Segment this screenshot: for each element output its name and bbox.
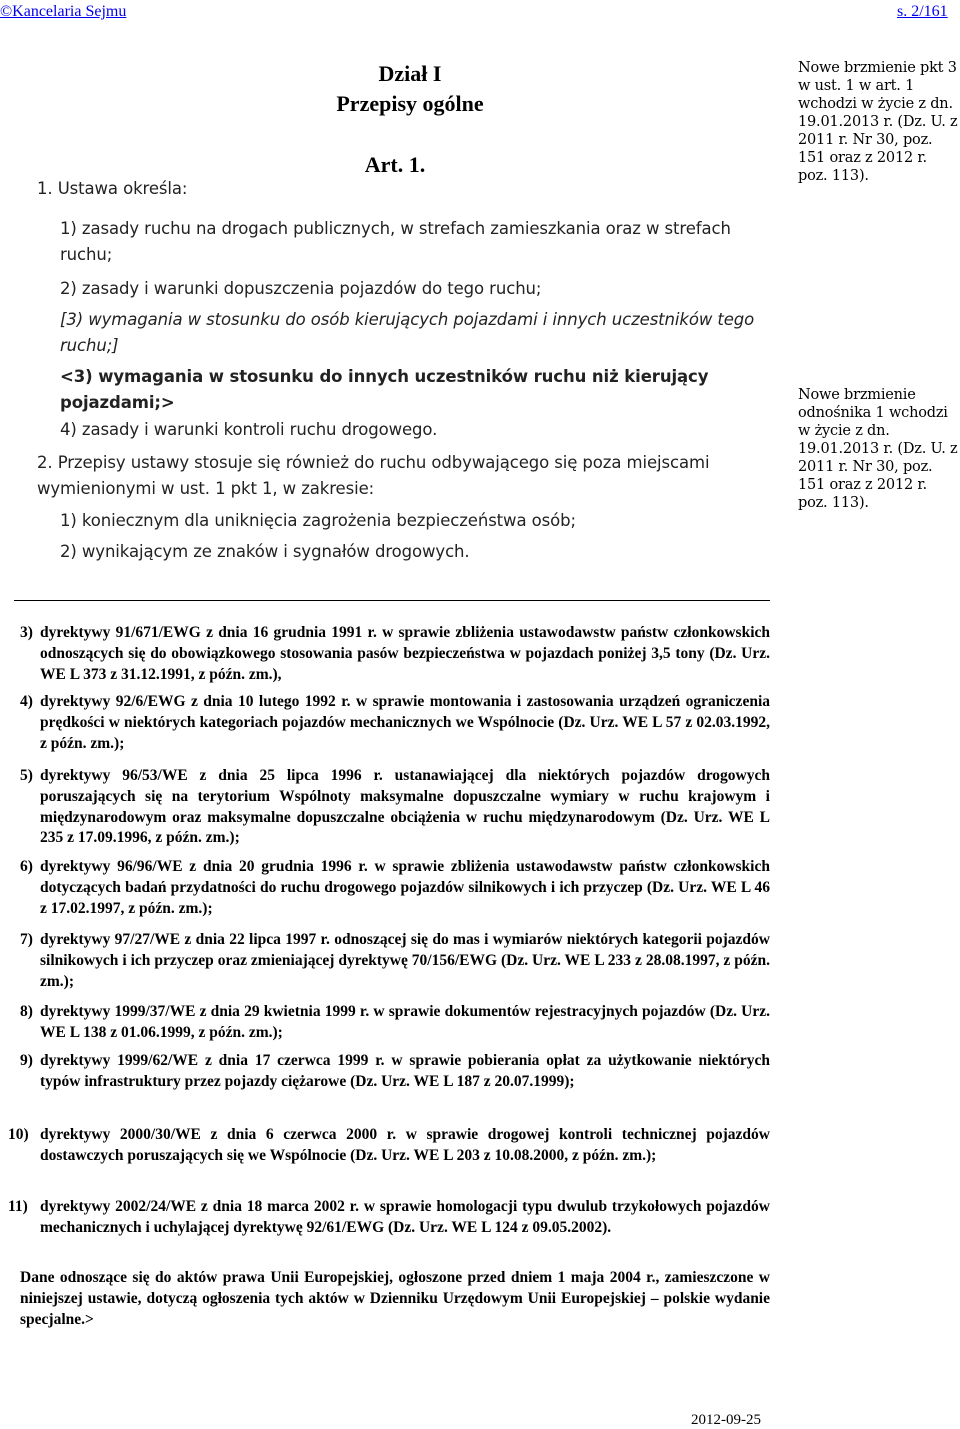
footnote-number: 5) <box>20 767 33 784</box>
footnote-item <box>20 1051 770 1093</box>
footnote-text: dyrektywy 97/27/WE z dnia 22 lipca 1997 r. odnoszącej się do mas i wymiarów niektórych kategorii pojazdów silnikowych i ich przyczep oraz zmieniającej dyrektywę 70/156/EWG (Dz. Urz. WE L 233 z 28.08.1997, z późn. zm.); <box>40 931 770 990</box>
footnote-item <box>8 1125 770 1167</box>
footnote-item <box>20 623 770 685</box>
paragraph-2: 2. Przepisy ustawy stosuje się również do ruchu odbywającego się poza miejscami wymienionymi w ust. 1 pkt 1, w zakresie: <box>37 453 710 498</box>
footnote-text: dyrektywy 96/53/WE z dnia 25 lipca 1996 r. ustanawiającej dla niektórych pojazdów drogowych poruszających się na terytorium Wspólnoty maksymalne dopuszczalne wymiary w ruchu krajowym i międzynarodowym oraz maksymalne dopuszczalne obciążenia w ruchu międzynarodowym (Dz. Urz. WE L 235 z 17.09.1996, z późn. zm.); <box>40 767 770 847</box>
footnote-item <box>20 1002 770 1044</box>
footnote-number: 8) <box>20 1003 33 1020</box>
footnote-text: dyrektywy 96/96/WE z dnia 20 grudnia 1996 r. w sprawie zbliżenia ustawodawstw państw członkowskich dotyczących badań przydatności do ruchu drogowego pojazdów silnikowych i ich przyczep (Dz. Urz. WE L 46 z 17.02.1997, z późn. zm.); <box>40 858 770 917</box>
footnote-separator <box>14 600 770 601</box>
footnote-number: 6) <box>20 858 33 875</box>
footnote-text: dyrektywy 1999/37/WE z dnia 29 kwietnia 1999 r. w sprawie dokumentów rejestracyjnych pojazdów (Dz. Urz. WE L 138 z 01.06.1999, z późn. zm.); <box>40 1003 770 1041</box>
footnote-text: dyrektywy 2002/24/WE z dnia 18 marca 2002 r. w sprawie homologacji typu dwulub trzykołowych pojazdów mechanicznych i uchylającej dyrektywę 92/61/EWG (Dz. Urz. WE L 124 z 09.05.2002). <box>40 1198 770 1236</box>
article-heading: Art. 1. <box>364 152 426 177</box>
item-4: 4) zasady i warunki kontroli ruchu drogowego. <box>60 420 438 439</box>
footer-date: 2012-09-25 <box>691 1412 761 1428</box>
footnote-item <box>20 766 770 849</box>
page-number-link[interactable]: s. 2/161 <box>897 3 948 20</box>
footnote-text: dyrektywy 92/6/EWG z dnia 10 lutego 1992 r. w sprawie montowania i zastosowania urządzeń ograniczenia prędkości w niektórych kategoriach pojazdów mechanicznych we Wspólnocie (Dz. Urz. WE L 57 z 02.03.1992, z późn. zm.); <box>40 693 770 752</box>
paragraph-2-item-1: 1) koniecznym dla uniknięcia zagrożenia bezpieczeństwa osób; <box>60 511 576 530</box>
footnote-number: 10) <box>8 1126 29 1143</box>
item-1: 1) zasady ruchu na drogach publicznych, w strefach zamieszkania oraz w strefach ruchu; <box>60 219 731 264</box>
item-3-old: [3) wymagania w stosunku do osób kierujących pojazdami i innych uczestników tego ruchu;] <box>60 310 755 355</box>
closing-note: Dane odnoszące się do aktów prawa Unii Europejskiej, ogłoszone przed dniem 1 maja 2004 r., zamieszczone w niniejszej ustawie, dotyczą ogłoszenia tych aktów w Dzienniku Urzędowym Unii Europejskiej – polskie wydanie specjalne.> <box>20 1269 770 1328</box>
footnote-number: 7) <box>20 931 33 948</box>
item-3-new: <3) wymagania w stosunku do innych uczestników ruchu niż kierujący pojazdami;> <box>60 367 709 412</box>
paragraph-2-item-2: 2) wynikającym ze znaków i sygnałów drogowych. <box>60 542 470 561</box>
footnote-item <box>8 1197 770 1239</box>
footnote-text: dyrektywy 2000/30/WE z dnia 6 czerwca 2000 r. w sprawie drogowej kontroli technicznej pojazdów dostawczych poruszających się we Wspólnocie (Dz. Urz. WE L 203 z 10.08.2000, z późn. zm.); <box>40 1126 770 1164</box>
footnote-item <box>20 857 770 919</box>
footnote-item <box>20 930 770 992</box>
footnote-item <box>20 692 770 754</box>
footnote-text: dyrektywy 1999/62/WE z dnia 17 czerwca 1999 r. w sprawie pobierania opłat za użytkowanie niektórych typów infrastruktury przez pojazdy ciężarowe (Dz. Urz. WE L 187 z 20.07.1999); <box>40 1052 770 1090</box>
footnote-number: 4) <box>20 693 33 710</box>
margin-note-1: Nowe brzmienie pkt 3 w ust. 1 w art. 1 wchodzi w życie z dn. 19.01.2013 r. (Dz. U. z 2011 r. Nr 30, poz. 151 oraz z 2012 r. poz. 113). <box>798 60 958 184</box>
footnote-number: 9) <box>20 1052 33 1069</box>
section-heading: Dział I <box>378 61 442 86</box>
footnote-number: 11) <box>8 1198 28 1215</box>
footnote-text: dyrektywy 91/671/EWG z dnia 16 grudnia 1991 r. w sprawie zbliżenia ustawodawstw państw członkowskich odnoszących się do obowiązkowego stosowania pasów bezpieczeństwa w pojazdach poniżej 3,5 tony (Dz. Urz. WE L 373 z 31.12.1991, z późn. zm.), <box>40 624 770 683</box>
section-subtitle: Przepisy ogólne <box>336 91 484 116</box>
item-2: 2) zasady i warunki dopuszczenia pojazdów do tego ruchu; <box>60 279 542 298</box>
footnote-number: 3) <box>20 624 33 641</box>
kancelaria-link[interactable]: ©Kancelaria Sejmu <box>0 3 127 20</box>
paragraph-1: 1. Ustawa określa: <box>37 179 188 198</box>
margin-note-2: Nowe brzmienie odnośnika 1 wchodzi w życie z dn. 19.01.2013 r. (Dz. U. z 2011 r. Nr 30, poz. 151 oraz z 2012 r. poz. 113). <box>798 387 958 511</box>
